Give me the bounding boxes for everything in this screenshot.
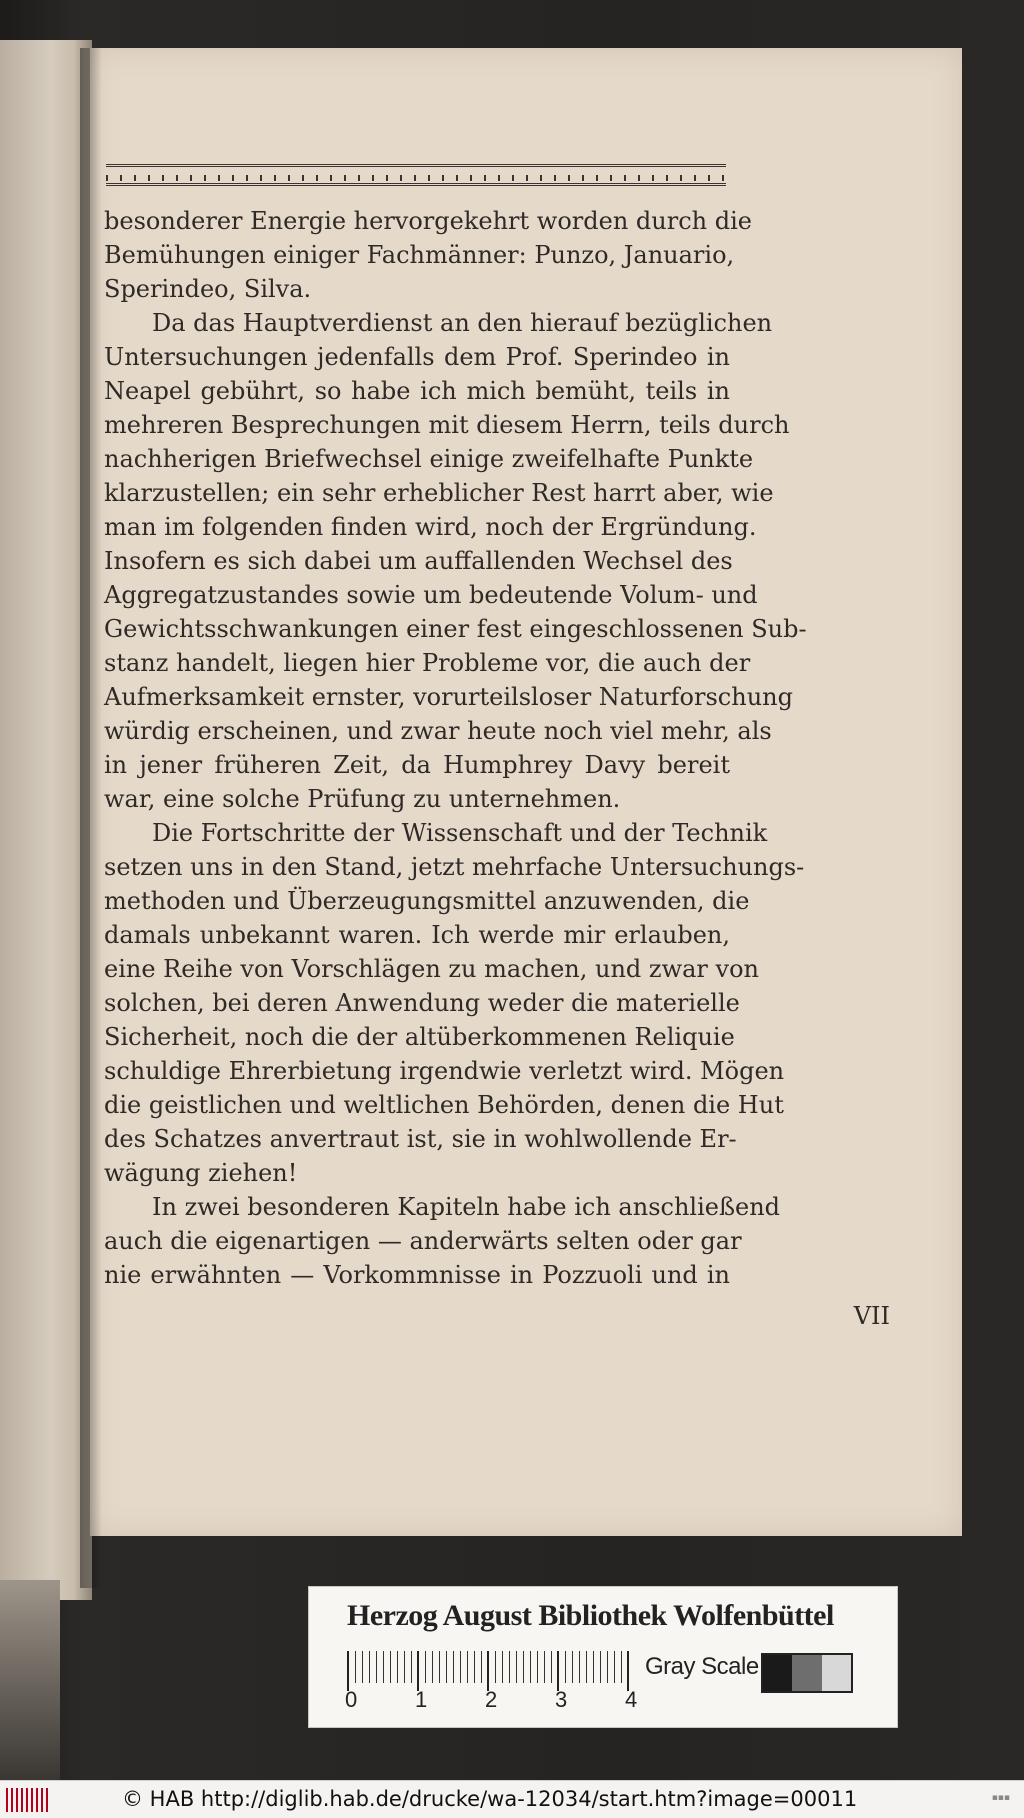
book-cover-edge [0, 1580, 60, 1780]
header-ornament [106, 164, 726, 186]
footer-mark: ▪▪▪ [991, 1793, 1010, 1803]
text-line: setzen uns in den Stand, jetzt mehrfache Untersuchungs- [104, 853, 805, 881]
text-line: nachherigen Briefwechsel einige zweifelhafte Punkte [104, 445, 754, 473]
ruler-tick [417, 1651, 419, 1691]
gray-scale-swatches [761, 1653, 853, 1693]
facing-page-edge [0, 40, 92, 1600]
color-calibration-target [308, 1586, 898, 1728]
text-line: In zwei besonderen Kapiteln habe ich anschließend [152, 1193, 781, 1221]
text-line: Neapel gebührt, so habe ich mich bemüht, teils in [104, 377, 730, 405]
ruler-tick [627, 1651, 629, 1691]
text-line: solchen, bei deren Anwendung weder die materielle [104, 989, 740, 1017]
ruler-label: 2 [485, 1687, 498, 1712]
text-line: des Schatzes anvertraut ist, sie in wohlwollende Er- [104, 1125, 737, 1153]
text-line: Gewichtsschwankungen einer fest eingeschlossenen Sub- [104, 615, 807, 643]
text-line: Da das Hauptverdienst an den hierauf bezüglichen [152, 309, 773, 337]
gutter-shadow [80, 48, 102, 1588]
ruler-tick [347, 1651, 349, 1691]
text-line: Sperindeo, Silva. [104, 275, 312, 303]
gray-scale-label: Gray Scale [645, 1653, 759, 1680]
text-line: klarzustellen; ein sehr erheblicher Rest harrt aber, wie [104, 479, 774, 507]
text-line: war, eine solche Prüfung zu unternehmen. [104, 785, 621, 813]
scale-ruler [347, 1651, 628, 1683]
text-line: Insofern es sich dabei um auffallenden Wechsel des [104, 547, 733, 575]
library-name: Herzog August Bibliothek Wolfenbüttel [347, 1599, 834, 1632]
source-url[interactable]: © HAB http://diglib.hab.de/drucke/wa-12034/start.htm?image=00011 [122, 1787, 858, 1811]
hab-logo-icon [6, 1788, 48, 1812]
gray-swatch [792, 1655, 821, 1691]
text-line: mehreren Besprechungen mit diesem Herrn, teils durch [104, 411, 790, 439]
text-line: wägung ziehen! [104, 1159, 298, 1187]
body-text [104, 204, 807, 1292]
text-line: Bemühungen einiger Fachmänner: Punzo, Januario, [104, 241, 735, 269]
text-line: die geistlichen und weltlichen Behörden, denen die Hut [104, 1091, 784, 1119]
ruler-label: 1 [415, 1687, 428, 1712]
ruler-tick [557, 1651, 559, 1691]
text-line: nie erwähnten — Vorkommnisse in Pozzuoli und in [104, 1261, 730, 1289]
gray-swatch [822, 1655, 851, 1691]
text-line: man im folgenden finden wird, noch der Ergründung. [104, 513, 757, 541]
text-line: Die Fortschritte der Wissenschaft und der Technik [152, 819, 768, 847]
text-line: auch die eigenartigen — anderwärts selten oder gar [104, 1227, 742, 1255]
text-line: stanz handelt, liegen hier Probleme vor, die auch der [104, 649, 751, 677]
gray-swatch [763, 1655, 792, 1691]
ruler-tick [487, 1651, 489, 1691]
text-line: damals unbekannt waren. Ich werde mir erlauben, [104, 921, 730, 949]
text-line: in jener früheren Zeit, da Humphrey Davy bereit [104, 751, 730, 779]
text-line: Untersuchungen jedenfalls dem Prof. Sperindeo in [104, 343, 730, 371]
text-line: eine Reihe von Vorschlägen zu machen, und zwar von [104, 955, 759, 983]
text-line: besonderer Energie hervorgekehrt worden durch die [104, 207, 752, 235]
text-line: würdig erscheinen, und zwar heute noch viel mehr, als [104, 717, 772, 745]
text-line: methoden und Überzeugungsmittel anzuwenden, die [104, 887, 750, 915]
ruler-label: 0 [345, 1687, 358, 1712]
ruler-label: 4 [625, 1687, 638, 1712]
page-number: VII [853, 1302, 890, 1330]
footer-bar [0, 1780, 1024, 1818]
ruler-label: 3 [555, 1687, 568, 1712]
text-line: Aufmerksamkeit ernster, vorurteilsloser Naturforschung [104, 683, 793, 711]
text-line: Aggregatzustandes sowie um bedeutende Volum- und [104, 581, 758, 609]
text-line: schuldige Ehrerbietung irgendwie verletzt wird. Mögen [104, 1057, 785, 1085]
text-line: Sicherheit, noch die der altüberkommenen Reliquie [104, 1023, 735, 1051]
